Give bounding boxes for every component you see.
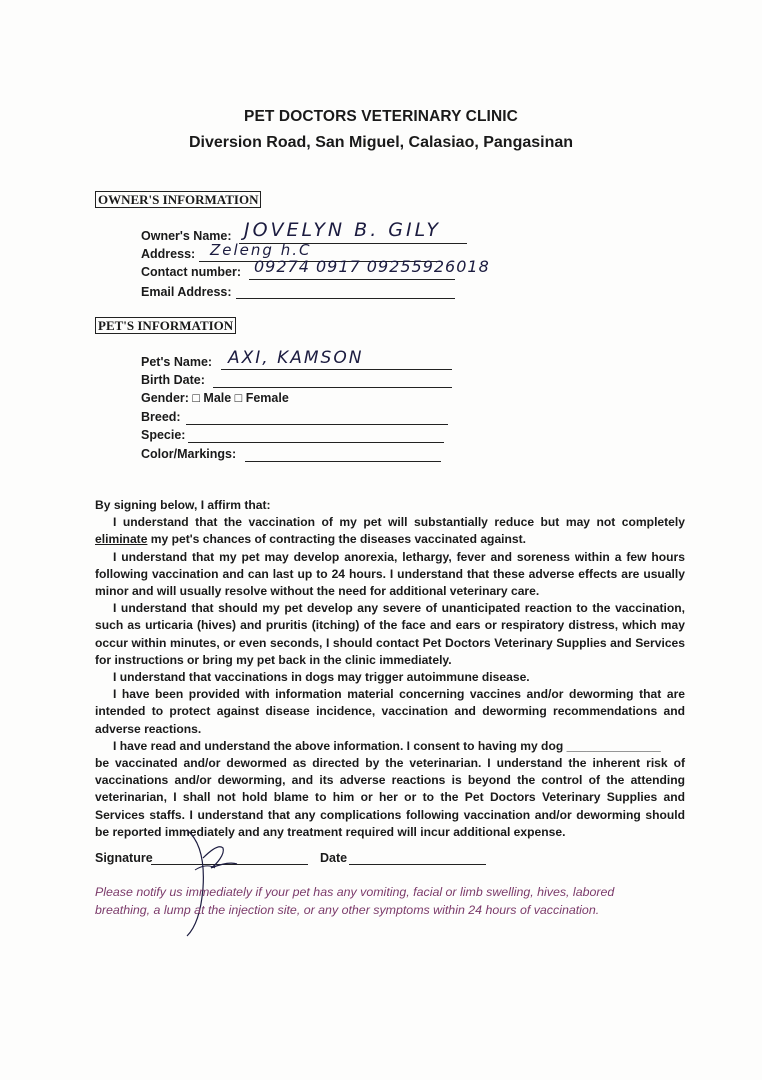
birth-date-line — [213, 387, 452, 388]
clinic-address: Diversion Road, San Miguel, Calasiao, Pangasinan — [188, 134, 574, 151]
color-markings-label: Color/Markings: — [141, 447, 237, 461]
email-label: Email Address: — [141, 285, 232, 299]
date-label: Date — [320, 851, 348, 865]
consent-paragraph-5: I have been provided with information material concerning vaccines and/or deworming that are intended to protect against disease incidence, vaccination and deworming recommendations and adverse reactions. — [95, 687, 685, 736]
consent-paragraph-1 — [95, 514, 685, 548]
consent-paragraph-6b: be vaccinated and/or dewormed as directed by the veterinarian. I understand the inherent risk of vaccinations and/or deworming, and its adverse reactions is beyond the control of the attending veterinarian, I shall not hold blame to him or her or to the Pet Doctors Veterinary Supplies and Services staffs. I understand that any complications following vaccination and/or deworming should be reported immediately and any treatment required will incur additional expense. — [95, 756, 685, 839]
consent-paragraph-2: I understand that my pet may develop anorexia, lethargy, fever and soreness within a few hours following vaccination and can last up to 24 hours. I understand that these adverse effects are usually minor and will usually resolve without the need for additional veterinary care. — [95, 549, 685, 599]
owner-section-heading: OWNER'S INFORMATION — [95, 191, 261, 208]
gender-options[interactable]: Gender: □ Male □ Female — [141, 391, 289, 405]
contact-line — [249, 279, 455, 280]
consent-paragraph-3: I understand that should my pet develop any severe of unanticipated reaction to the vaccination, such as urticaria (hives) and pruritis (itching) of the face and ears or respiratory distress, which may occur within minutes, or even seconds, I should contact Pet Doctors Veterinary Supplies and Services for instructions or bring my pet back in the clinic immediately. — [95, 601, 685, 667]
pet-name-line — [221, 369, 452, 370]
owner-name-value[interactable]: JOVELYN B. GILY — [244, 219, 441, 241]
consent-p1-underlined: eliminate — [95, 532, 148, 547]
consent-p1-b: my pet's chances of contracting the diseases vaccinated against. — [147, 532, 527, 547]
consent-paragraph-6a: I have read and understand the above information. I consent to having my dog ______________ — [113, 738, 661, 753]
handwritten-signature — [165, 818, 245, 938]
clinic-name: PET DOCTORS VETERINARY CLINIC — [244, 108, 518, 125]
owner-name-label: Owner's Name: — [141, 229, 232, 243]
consent-p1-a: I understand that the vaccination of my pet will substantially reduce but may not completely — [113, 515, 685, 530]
breed-line — [186, 424, 448, 425]
email-line — [236, 298, 455, 299]
specie-label: Specie: — [141, 428, 186, 442]
date-line[interactable] — [349, 864, 486, 865]
birth-date-label: Birth Date: — [141, 373, 205, 387]
breed-label: Breed: — [141, 410, 181, 424]
consent-intro: By signing below, I affirm that: — [95, 498, 271, 512]
pet-name-value[interactable]: AXI, KAMSON — [228, 348, 364, 368]
contact-value[interactable]: 09274 0917 09255926018 — [254, 257, 490, 276]
color-markings-line — [245, 461, 441, 462]
consent-paragraph-4: I understand that vaccinations in dogs may trigger autoimmune disease. — [113, 670, 530, 685]
address-value[interactable]: Zeleng h.C — [210, 241, 312, 259]
pet-section-heading: PET'S INFORMATION — [95, 317, 236, 334]
consent-text — [95, 497, 685, 841]
signature-label: Signature — [95, 851, 153, 865]
post-vaccination-note: Please notify us immediately if your pet has any vomiting, facial or limb swelling, hives, labored breathing, a lump at the injection site, or any other symptoms within 24 hours of vaccination. — [95, 885, 615, 917]
specie-line — [188, 442, 444, 443]
pet-name-label: Pet's Name: — [141, 355, 213, 369]
address-label: Address: — [141, 247, 196, 261]
contact-label: Contact number: — [141, 265, 241, 279]
